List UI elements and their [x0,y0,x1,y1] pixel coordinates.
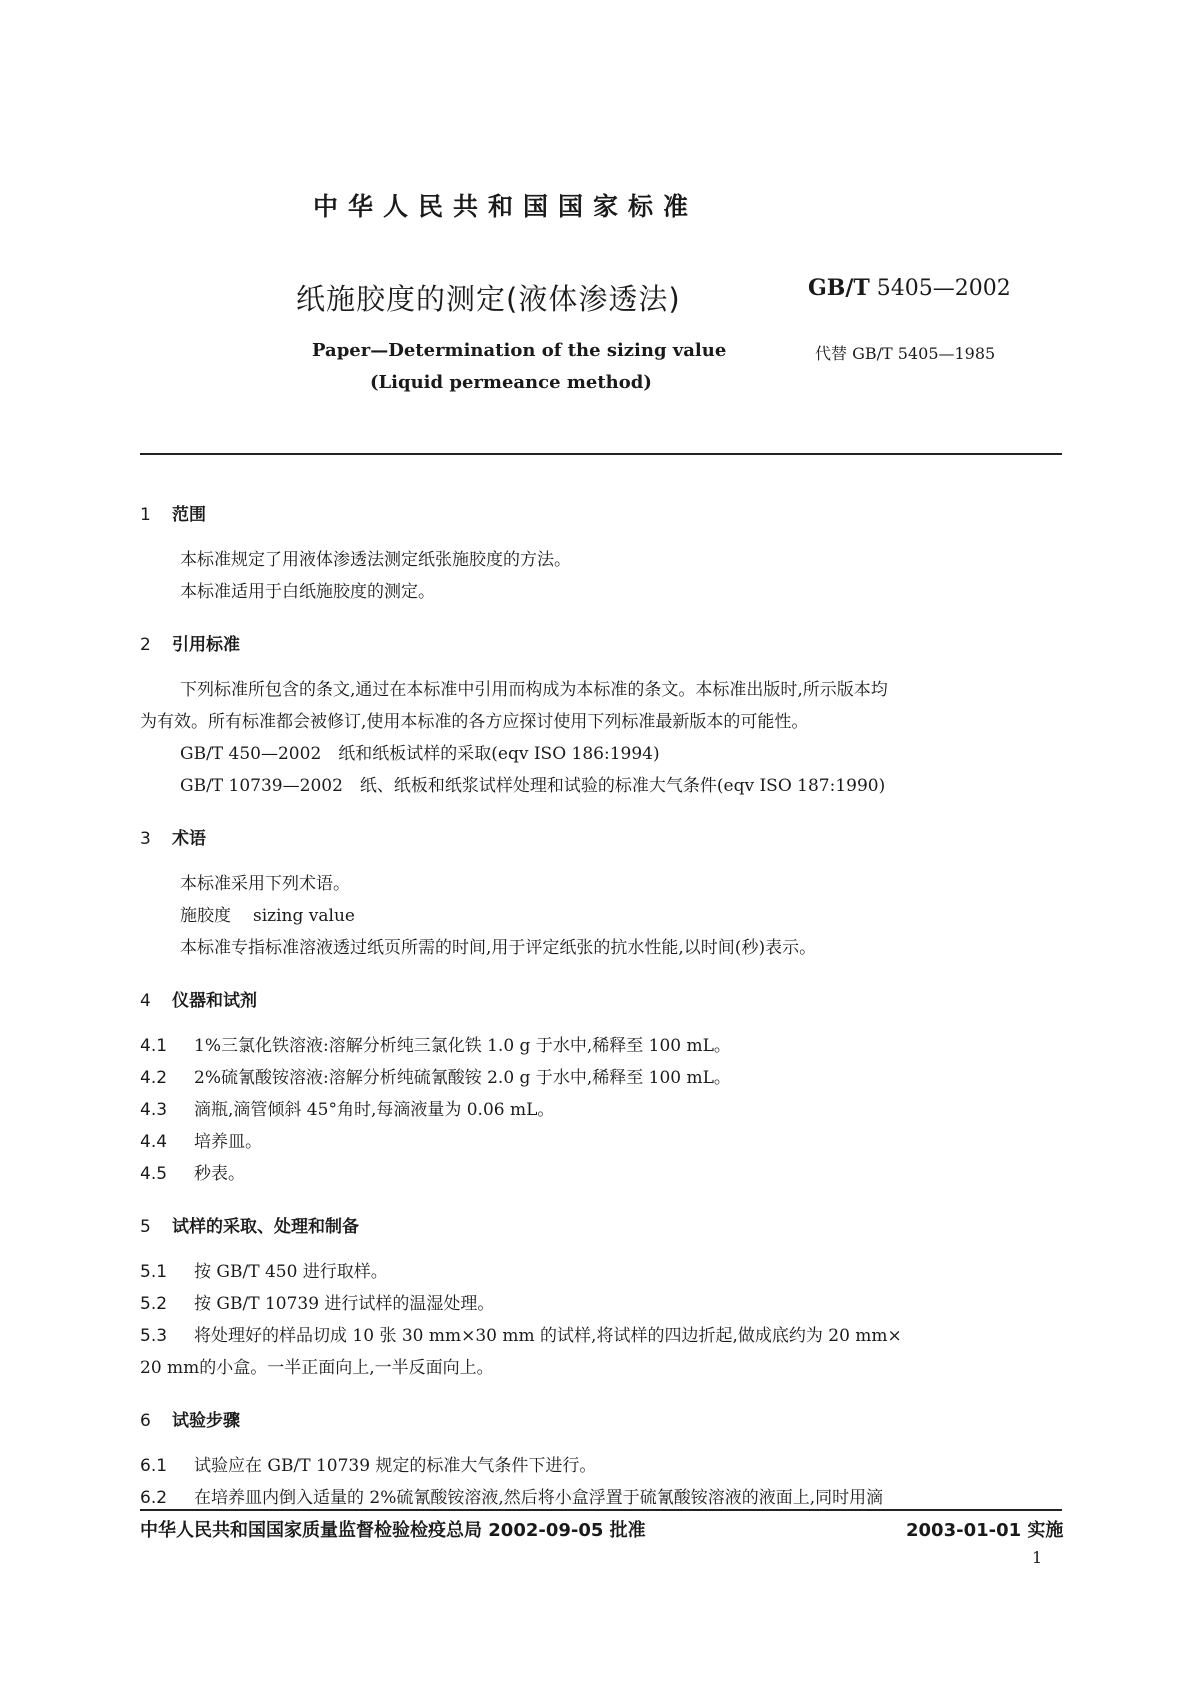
term-entry [140,900,1062,932]
references-para-line1: 下列标准所包含的条文,通过在本标准中引用而构成为本标准的条文。本标准出版时,所示版本均 [180,680,888,700]
item-number: 5.2 [140,1294,168,1314]
section-number: 4 [140,991,151,1011]
scope-para-1: 本标准规定了用液体渗透法测定纸张施胶度的方法。 [180,550,571,570]
section-title: 范围 [172,505,206,525]
item-text: 将处理好的样品切成 10 张 30 mm×30 mm 的试样,将试样的四边折起,做成底约为 20 mm× [194,1326,902,1346]
section-title: 引用标准 [172,635,240,655]
list-item [140,1158,1062,1190]
section-number: 1 [140,505,151,525]
item-text: 滴瓶,滴管倾斜 45°角时,每滴液量为 0.06 mL。 [194,1100,555,1120]
scope-para-2: 本标准适用于白纸施胶度的测定。 [180,582,435,602]
terms-intro: 本标准采用下列术语。 [180,874,350,894]
item-number: 6.2 [140,1488,168,1508]
document-title-en-line1: Paper—Determination of the sizing value [312,340,727,361]
document-title-en-line2: (Liquid permeance method) [370,372,652,393]
list-item [140,1256,1062,1288]
references-para-line2: 为有效。所有标准都会被修订,使用本标准的各方应探讨使用下列标准最新版本的可能性。 [140,712,809,732]
list-item [140,1288,1062,1320]
item-text: 培养皿。 [194,1132,262,1152]
reference-item: GB/T 10739—2002 纸、纸板和纸浆试样处理和试验的标准大气条件(eqv ISO 187:1990) [180,776,886,796]
item-number: 6.1 [140,1456,168,1476]
section-heading-apparatus [140,986,1062,1016]
term-cn: 施胶度 [180,906,231,926]
section-title: 试样的采取、处理和制备 [172,1217,359,1237]
document-body [140,500,1062,1514]
document-title-cn: 纸施胶度的测定(液体渗透法) [296,282,681,316]
item-text: 秒表。 [194,1164,245,1184]
item-number: 4.2 [140,1068,168,1088]
section-heading-scope [140,500,1062,530]
item-number: 4.1 [140,1036,168,1056]
item-text: 试验应在 GB/T 10739 规定的标准大气条件下进行。 [194,1456,597,1476]
section-title: 术语 [172,829,206,849]
section-title: 试验步骤 [172,1411,240,1431]
section-number: 2 [140,635,151,655]
term-definition: 本标准专指标准溶液透过纸页所需的时间,用于评定纸张的抗水性能,以时间(秒)表示。 [180,938,817,958]
list-item [140,1094,1062,1126]
standard-code-number: 5405—2002 [876,276,1011,301]
section-number: 3 [140,829,151,849]
list-item [140,1030,1062,1062]
reference-item: GB/T 450—2002 纸和纸板试样的采取(eqv ISO 186:1994) [180,744,660,764]
item-text: 按 GB/T 10739 进行试样的温湿处理。 [194,1294,495,1314]
item-text: 按 GB/T 450 进行取样。 [194,1262,388,1282]
list-item [140,1320,1062,1352]
item-text: 1%三氯化铁溶液:溶解分析纯三氯化铁 1.0 g 于水中,稀释至 100 mL。 [194,1036,731,1056]
footer-divider [140,1509,1062,1511]
implementation-date: 2003-01-01 实施 [906,1520,1064,1541]
list-item [140,1126,1062,1158]
section-title: 仪器和试剂 [172,991,257,1011]
replaces-standard: 代替 GB/T 5405—1985 [815,344,996,363]
page-number: 1 [1032,1548,1043,1567]
item-number: 4.5 [140,1164,168,1184]
item-text: 2%硫氰酸铵溶液:溶解分析纯硫氰酸铵 2.0 g 于水中,稀释至 100 mL。 [194,1068,731,1088]
approval-line: 中华人民共和国国家质量监督检验检疫总局 2002-09-05 批准 [140,1520,646,1541]
section-heading-references [140,630,1062,660]
item-number: 5.1 [140,1262,168,1282]
list-item [140,1062,1062,1094]
list-item-continuation: 20 mm的小盒。一半正面向上,一半反面向上。 [140,1358,494,1378]
section-heading-procedure [140,1406,1062,1436]
standard-code [808,275,1011,301]
section-heading-sampling [140,1212,1062,1242]
national-standard-heading: 中华人民共和国国家标准 [313,192,699,221]
item-text: 在培养皿内倒入适量的 2%硫氰酸铵溶液,然后将小盒浮置于硫氰酸铵溶液的液面上,同时用滴 [194,1488,884,1508]
term-en: sizing value [253,906,355,926]
item-number: 4.4 [140,1132,168,1152]
section-number: 5 [140,1217,151,1237]
section-number: 6 [140,1411,151,1431]
header-divider [140,453,1062,455]
section-heading-terms [140,824,1062,854]
standard-code-prefix: GB/T [808,275,870,301]
item-number: 4.3 [140,1100,168,1120]
list-item [140,1450,1062,1482]
item-number: 5.3 [140,1326,168,1346]
